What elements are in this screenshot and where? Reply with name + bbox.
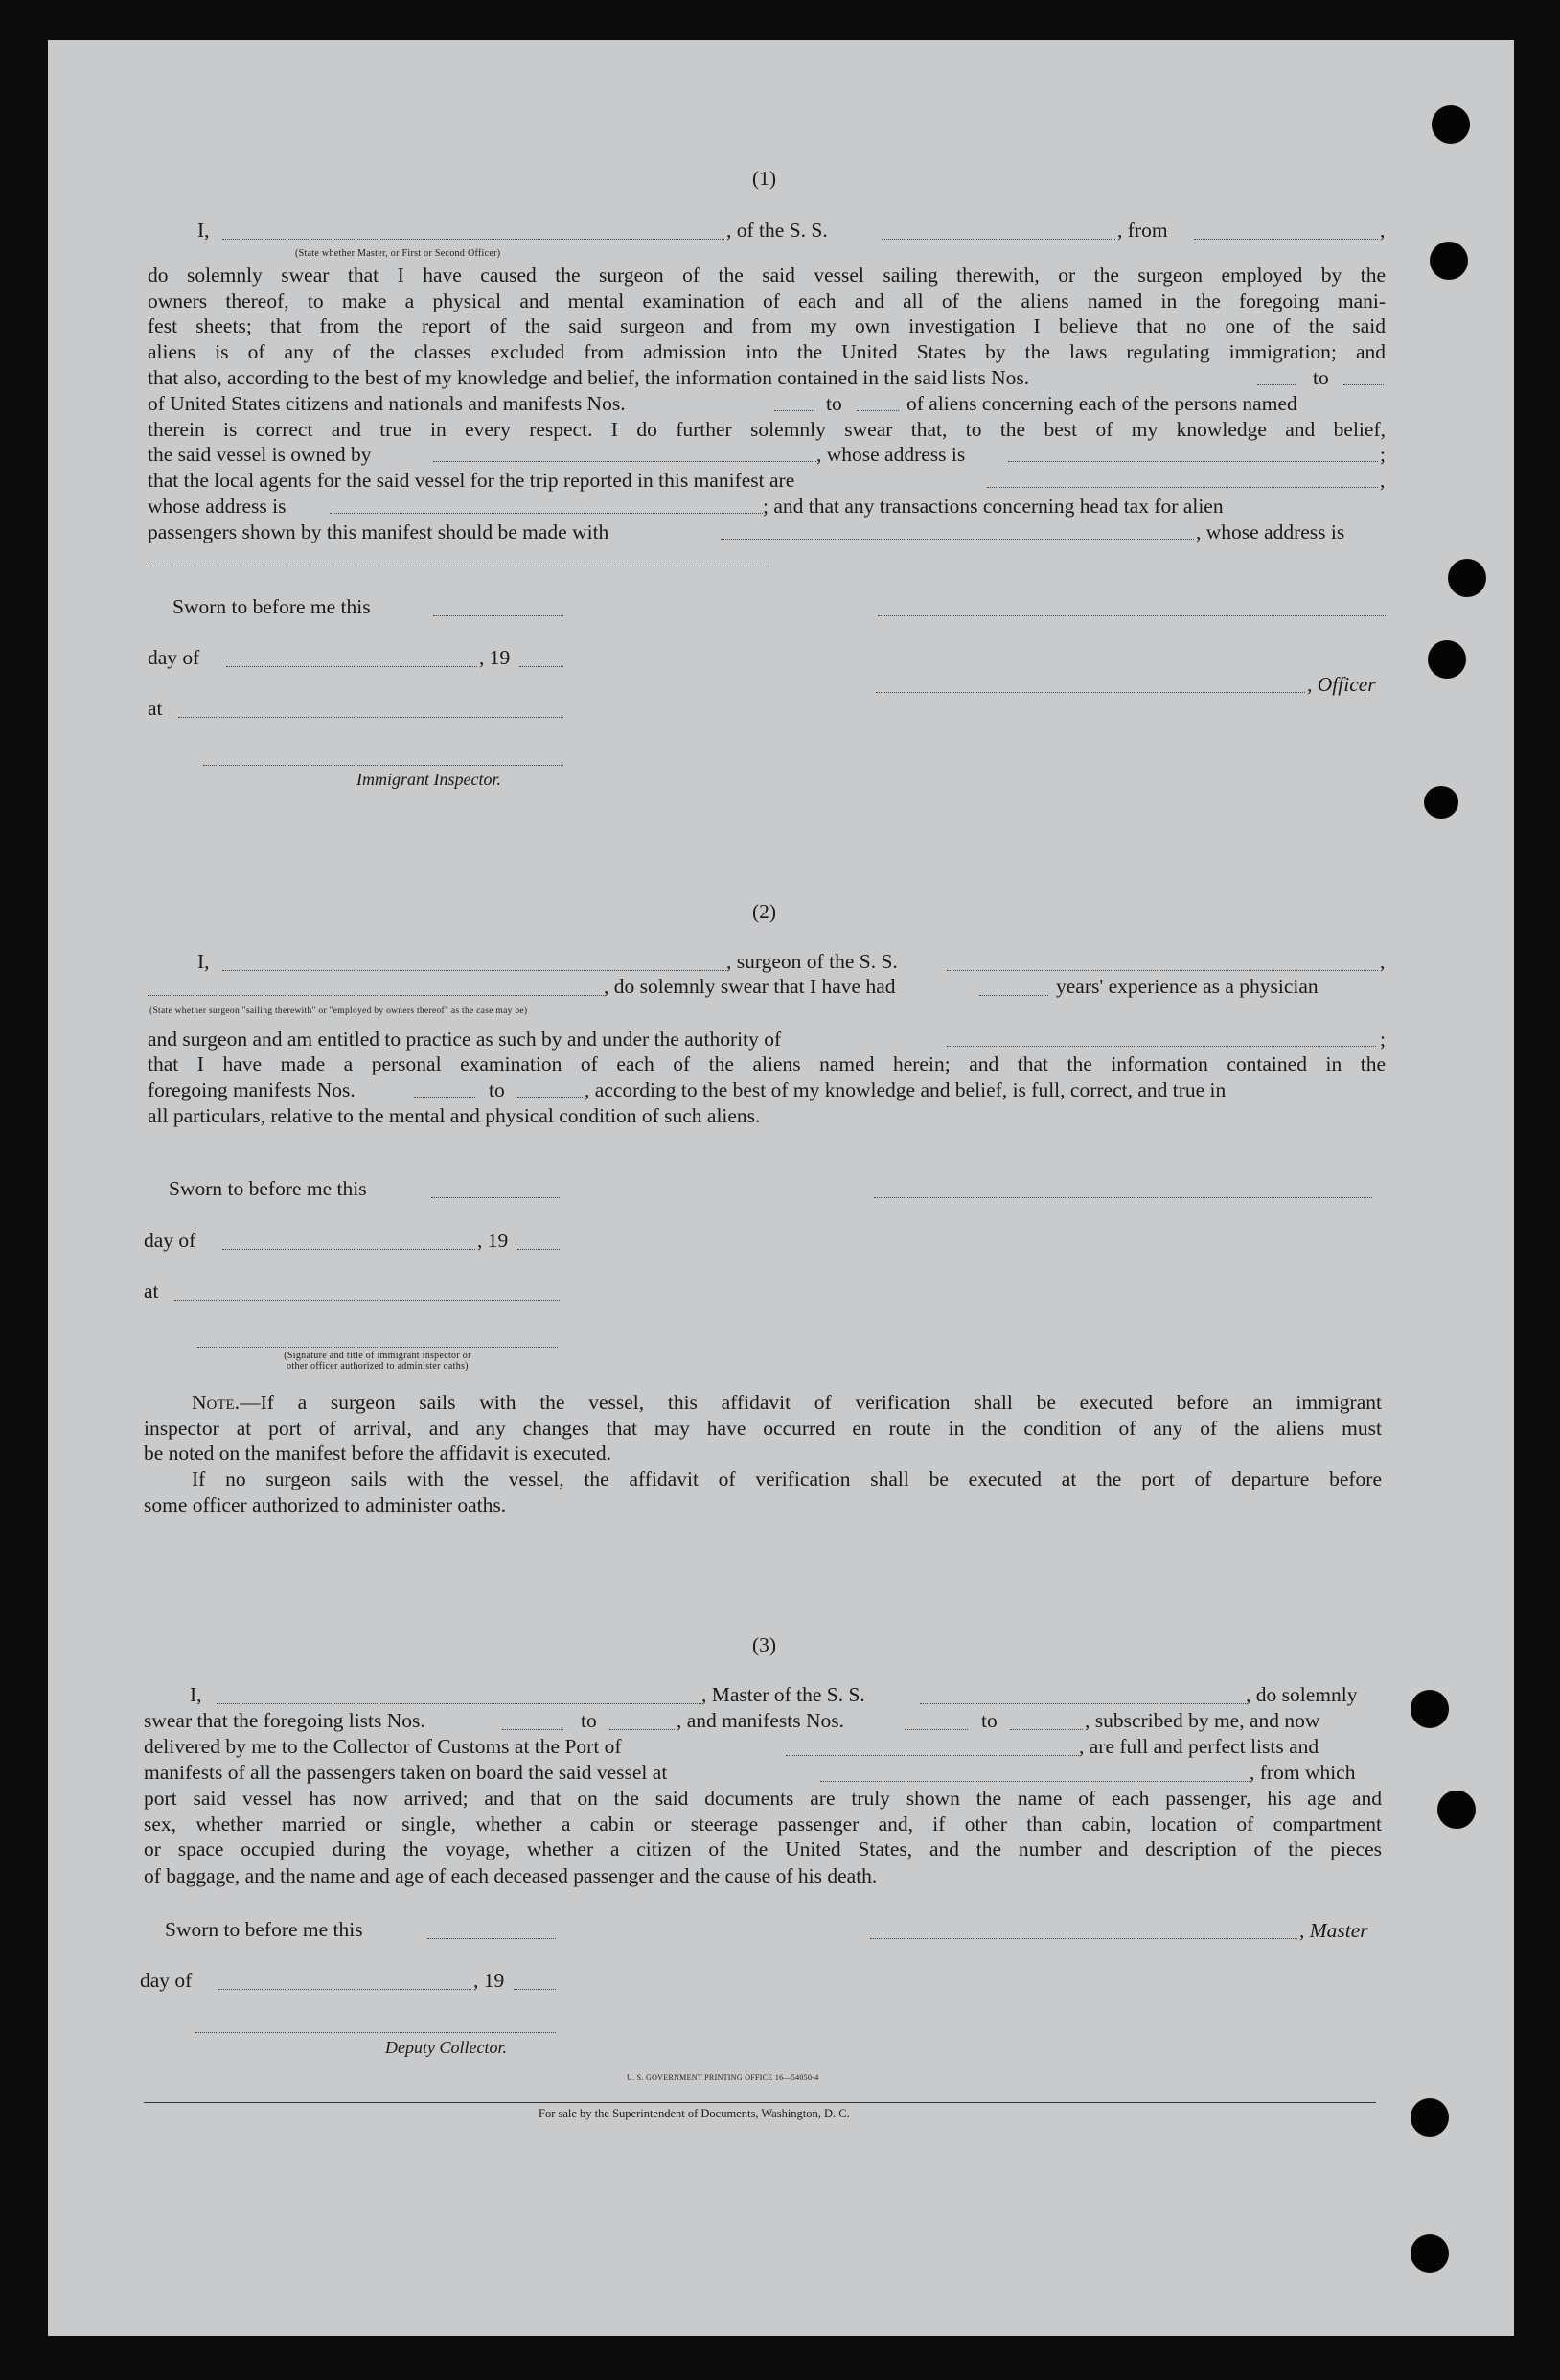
text-line: do solemnly swear that I have caused the surgeon of the said vessel sailing therewith, or the surgeon employed by the — [148, 264, 1386, 287]
authority-line[interactable] — [947, 1046, 1376, 1047]
sworn-date-line[interactable] — [427, 1938, 556, 1939]
day-of-label: day of — [148, 646, 200, 669]
owner-address-line[interactable] — [1008, 461, 1378, 462]
i-label: I, — [197, 219, 210, 242]
signature-note-line: other officer authorized to administer oaths) — [287, 1361, 469, 1372]
comma: , — [1380, 950, 1386, 973]
officer-signature-line[interactable] — [878, 615, 1386, 616]
master-label: , Master — [1299, 1919, 1368, 1942]
and-manifests-text: , and manifests Nos. — [677, 1709, 844, 1732]
section1-line7 — [148, 417, 1386, 443]
inspector-signature-line[interactable] — [203, 765, 563, 766]
year-label: , 19 — [477, 1229, 509, 1252]
sworn-label: Sworn to before me this — [172, 595, 371, 618]
manifests-to-line[interactable] — [857, 410, 899, 411]
surgeon-vessel-line[interactable] — [947, 970, 1378, 971]
surgeon-status-line[interactable] — [148, 995, 604, 996]
agents-line[interactable] — [987, 487, 1378, 488]
from-label: , from — [1117, 219, 1168, 242]
text-line: or space occupied during the voyage, whether a citizen of the United States, and the number and description of the pieces — [144, 1837, 1382, 1861]
sworn-date-line[interactable] — [431, 1197, 560, 1198]
years-experience-text: years' experience as a physician — [1056, 975, 1319, 998]
at-label: at — [144, 1280, 159, 1303]
lists-to-line[interactable] — [1343, 384, 1384, 385]
signature-note-line: (Signature and title of immigrant inspector or — [284, 1351, 471, 1361]
section3-paragraph — [144, 1786, 1382, 1862]
text-line: If no surgeon sails with the vessel, the affidavit of verification shall be executed at the port of departure before — [192, 1467, 1382, 1490]
master-name-line[interactable] — [217, 1703, 701, 1704]
sworn-label: Sworn to before me this — [165, 1918, 363, 1941]
text-line: of baggage, and the name and age of each deceased passenger and the cause of his death. — [144, 1864, 878, 1887]
surgeon-of-ss-label: , surgeon of the S. S. — [726, 950, 898, 973]
punch-hole — [1411, 2098, 1449, 2137]
year-label: , 19 — [473, 1969, 505, 1992]
deputy-label: Deputy Collector. — [385, 2038, 507, 2057]
note-text: —If a surgeon sails with the vessel, this affidavit of verification shall be executed before an immigrant — [240, 1391, 1382, 1414]
signature-note — [197, 1351, 558, 1372]
punch-hole — [1411, 2234, 1449, 2273]
head-tax-agent-line[interactable] — [721, 539, 1194, 540]
to-label: to — [1313, 366, 1329, 389]
whose-address-label: whose address is — [148, 495, 287, 518]
particulars-text: all particulars, relative to the mental and physical condition of such aliens. — [148, 1104, 761, 1127]
section-number: (1) — [752, 167, 777, 190]
manifests-to-line[interactable] — [1010, 1729, 1083, 1730]
owner-line[interactable] — [433, 461, 816, 462]
note-paragraph-2 — [144, 1467, 1382, 1492]
year-label: , 19 — [479, 646, 511, 669]
officer-label: , Officer — [1307, 673, 1376, 696]
at-label: at — [148, 697, 163, 720]
text-line: that I have made a personal examination of each of the aliens named herein; and that the information contained in the — [148, 1052, 1386, 1075]
section-number: (2) — [752, 900, 777, 923]
authority-text: and surgeon and am entitled to practice as such by and under the authority of — [148, 1028, 782, 1051]
i-label: I, — [197, 950, 210, 973]
to-label: to — [826, 392, 842, 415]
sworn-label: Sworn to before me this — [169, 1177, 367, 1200]
day-of-label: day of — [144, 1229, 196, 1252]
comma: , — [1380, 469, 1386, 492]
swear-lists-text: swear that the foregoing lists Nos. — [144, 1709, 425, 1732]
at-line[interactable] — [178, 717, 563, 718]
text-line: port said vessel has now arrived; and that on the said documents are truly shown the name of each passenger, his age and — [144, 1787, 1382, 1810]
lists-to-line[interactable] — [609, 1729, 675, 1730]
day-of-line[interactable] — [218, 1989, 471, 1990]
year-line[interactable] — [517, 1249, 560, 1250]
deputy-signature-line[interactable] — [195, 2032, 556, 2033]
surgeon-name-line[interactable] — [222, 970, 726, 971]
at-line[interactable] — [174, 1300, 560, 1301]
owned-by-label: the said vessel is owned by — [148, 443, 372, 466]
lists-from-line[interactable] — [1257, 384, 1296, 385]
punch-hole — [1424, 786, 1458, 819]
manifests-passengers-text: manifests of all the passengers taken on board the said vessel at — [144, 1761, 668, 1784]
sale-notice: For sale by the Superintendent of Documents, Washington, D. C. — [539, 2107, 850, 2120]
officer-name-line[interactable] — [222, 239, 724, 240]
gpo-imprint: U. S. GOVERNMENT PRINTING OFFICE 16—54050-4 — [627, 2073, 819, 2082]
to-label: to — [581, 1709, 597, 1732]
master-signature-line[interactable] — [870, 1938, 1297, 1939]
text-line: owners thereof, to make a physical and mental examination of each and all of the aliens named in the foregoing mani- — [148, 289, 1386, 312]
manifests-text: of United States citizens and nationals and manifests Nos. — [148, 392, 626, 415]
agents-address-line[interactable] — [330, 513, 763, 514]
note-paragraph — [144, 1390, 1382, 1441]
head-tax-text: ; and that any transactions concerning head tax for alien — [763, 495, 1224, 518]
day-of-label: day of — [140, 1969, 193, 1992]
aliens-text: of aliens concerning each of the persons named — [906, 392, 1297, 415]
lists-from-line[interactable] — [502, 1729, 563, 1730]
day-of-line[interactable] — [222, 1249, 475, 1250]
text-line: inspector at port of arrival, and any changes that may have occurred en route in the condition of any of the aliens must — [144, 1416, 1382, 1440]
manifests-from-line[interactable] — [905, 1729, 968, 1730]
solemnly-swear-text: , do solemnly swear that I have had — [604, 975, 896, 998]
surgeon-note: (State whether surgeon "sailing therewith" or "employed by owners thereof" as the case may be) — [149, 1006, 528, 1016]
punch-hole — [1428, 640, 1466, 679]
do-solemnly-text: , do solemnly — [1246, 1683, 1358, 1706]
from-port-line[interactable] — [1194, 239, 1378, 240]
text-line: aliens is of any of the classes excluded from admission into the United States by the laws regulating immigration; and — [148, 340, 1386, 364]
i-label: I, — [190, 1683, 202, 1706]
note-text-line: some officer authorized to administer oaths. — [144, 1493, 507, 1516]
inspector-signature-line[interactable] — [197, 1347, 558, 1348]
of-ss-label: , of the S. S. — [726, 219, 828, 242]
punch-hole — [1430, 242, 1468, 280]
punch-hole — [1411, 1690, 1449, 1728]
comma: , — [1380, 219, 1386, 242]
note-label: Note. — [192, 1391, 241, 1414]
subscribed-text: , subscribed by me, and now — [1085, 1709, 1320, 1732]
to-label: to — [489, 1078, 505, 1101]
manifests-from-line[interactable] — [774, 410, 814, 411]
note-text-line: be noted on the manifest before the affidavit is executed. — [144, 1442, 611, 1465]
sworn-date-line[interactable] — [433, 615, 563, 616]
section-number: (3) — [752, 1633, 777, 1656]
port-line[interactable] — [786, 1755, 1079, 1756]
inspector-label: Immigrant Inspector. — [356, 770, 501, 789]
manifests-from-line[interactable] — [414, 1097, 475, 1098]
to-label: to — [981, 1709, 998, 1732]
local-agents-label: that the local agents for the said vessel for the trip reported in this manifest are — [148, 469, 795, 492]
punch-hole — [1432, 105, 1470, 144]
master-vessel-line[interactable] — [920, 1703, 1246, 1704]
text-line: fest sheets; that from the report of the said surgeon and from my own investigation I believe that no one of the said — [148, 314, 1386, 338]
text-line — [144, 1390, 1382, 1416]
year-line[interactable] — [514, 1989, 556, 1990]
whose-address-label: , whose address is — [1196, 520, 1345, 543]
punch-hole — [1448, 559, 1486, 597]
vessel-name-line[interactable] — [882, 239, 1115, 240]
officer-note: (State whether Master, or First or Second Officer) — [295, 248, 501, 259]
section2-line2 — [148, 1051, 1386, 1077]
whose-address-label: , whose address is — [816, 443, 966, 466]
years-line[interactable] — [979, 995, 1048, 996]
foregoing-manifests-text: foregoing manifests Nos. — [148, 1078, 356, 1101]
surgeon-signature-line[interactable] — [874, 1197, 1372, 1198]
according-text: , according to the best of my knowledge and belief, is full, correct, and true in — [585, 1078, 1227, 1101]
section1-paragraph — [148, 263, 1386, 365]
manifests-to-line[interactable] — [517, 1097, 583, 1098]
lists-text: that also, according to the best of my knowledge and belief, the information contained in the said lists Nos. — [148, 366, 1030, 389]
day-of-line[interactable] — [226, 666, 477, 667]
full-perfect-text: , are full and perfect lists and — [1079, 1735, 1319, 1758]
text-line: sex, whether married or single, whether a cabin or steerage passenger and, if other than cabin, location of compartment — [144, 1812, 1382, 1836]
footer-rule — [144, 2102, 1376, 2103]
punch-hole — [1437, 1791, 1476, 1829]
text-line: therein is correct and true in every respect. I do further solemnly swear that, to the best of my knowledge and belief, — [148, 418, 1386, 441]
semicolon: ; — [1380, 1028, 1386, 1051]
from-which-text: , from which — [1250, 1761, 1356, 1784]
semicolon: ; — [1380, 443, 1386, 466]
year-line[interactable] — [519, 666, 563, 667]
delivered-text: delivered by me to the Collector of Customs at the Port of — [144, 1735, 622, 1758]
master-of-ss-label: , Master of the S. S. — [701, 1683, 865, 1706]
boarding-port-line[interactable] — [820, 1781, 1250, 1782]
officer-title-line[interactable] — [876, 692, 1305, 693]
passengers-text: passengers shown by this manifest should be made with — [148, 520, 609, 543]
